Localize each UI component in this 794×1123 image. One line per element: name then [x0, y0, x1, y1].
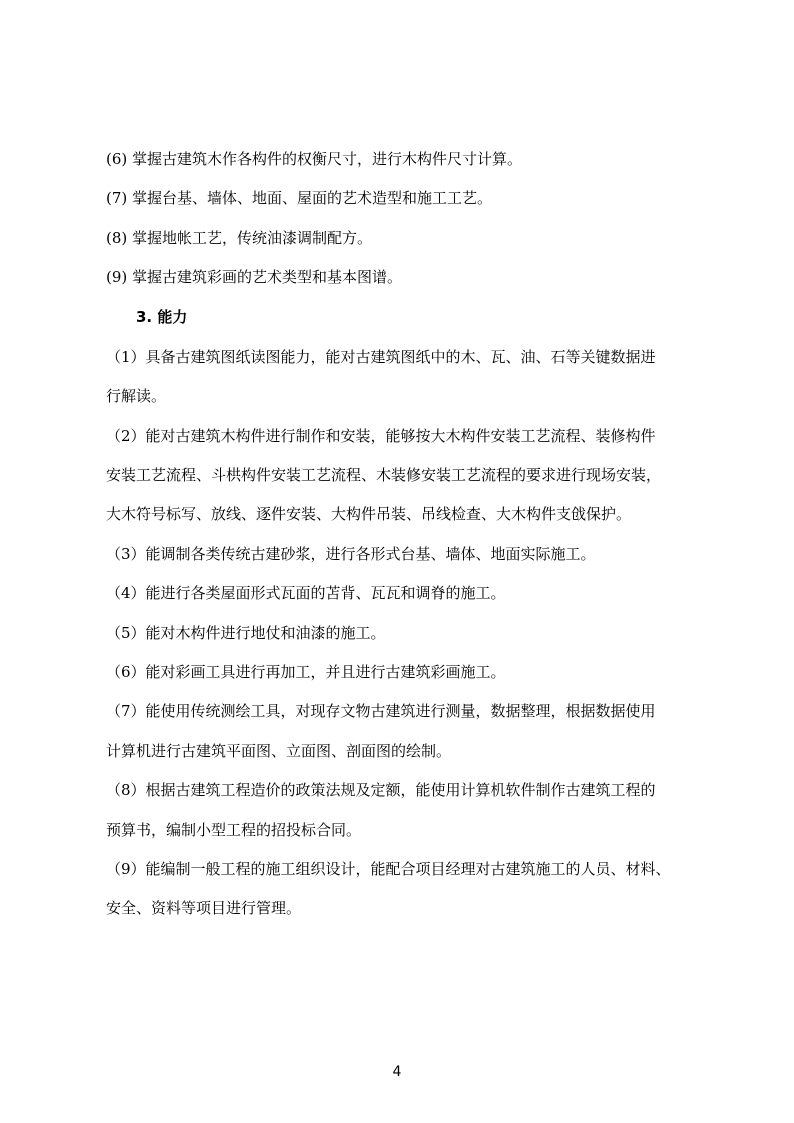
ability-line: （6）能对彩画工具进行再加工，并且进行古建筑彩画施工。 [106, 663, 506, 681]
ability-line: 行解读。 [106, 387, 167, 405]
ability-line: （8）根据古建筑工程造价的政策法规及定额，能使用计算机软件制作古建筑工程的 [106, 781, 656, 799]
ability-line: （1）具备古建筑图纸读图能力，能对古建筑图纸中的木、瓦、油、石等关键数据进 [106, 348, 656, 366]
ability-line: （2）能对古建筑木构件进行制作和安装，能够按大木构件安装工艺流程、装修构件 [106, 427, 656, 445]
page-number: 4 [392, 1064, 402, 1080]
ability-line: （5）能对木构件进行地仗和油漆的施工。 [106, 624, 386, 642]
ability-line: （7）能使用传统测绘工具，对现存文物古建筑进行测量，数据整理，根据数据使用 [106, 702, 656, 720]
ability-line: 安全、资料等项目进行管理。 [106, 899, 302, 917]
ability-line: 安装工艺流程、斗栱构件安装工艺流程、木装修安装工艺流程的要求进行现场安装， [106, 466, 662, 484]
ability-line: 计算机进行古建筑平面图、立面图、剖面图的绘制。 [106, 742, 452, 760]
ability-line: （9）能编制一般工程的施工组织设计，能配合项目经理对古建筑施工的人员、材料、 [106, 860, 671, 878]
ability-line: 大木符号标写、放线、逐件安装、大构件吊装、吊线检查、大木构件支戗保护。 [106, 505, 632, 523]
ability-line: （4）能进行各类屋面形式瓦面的苫背、瓦瓦和调脊的施工。 [106, 584, 506, 602]
section-heading: 3. 能力 [136, 308, 188, 326]
ability-line: 预算书，编制小型工程的招投标合同。 [106, 821, 362, 839]
ability-line: （3）能调制各类传统古建砂浆，进行各形式台基、墙体、地面实际施工。 [106, 545, 596, 563]
knowledge-item-7: (7) 掌握台基、墙体、地面、屋面的艺术造型和施工工艺。 [106, 189, 493, 207]
knowledge-item-6: (6) 掌握古建筑木作各构件的权衡尺寸，进行木构件尺寸计算。 [106, 150, 523, 168]
knowledge-item-8: (8) 掌握地帐工艺，传统油漆调制配方。 [106, 229, 373, 247]
knowledge-item-9: (9) 掌握古建筑彩画的艺术类型和基本图谱。 [106, 268, 403, 286]
